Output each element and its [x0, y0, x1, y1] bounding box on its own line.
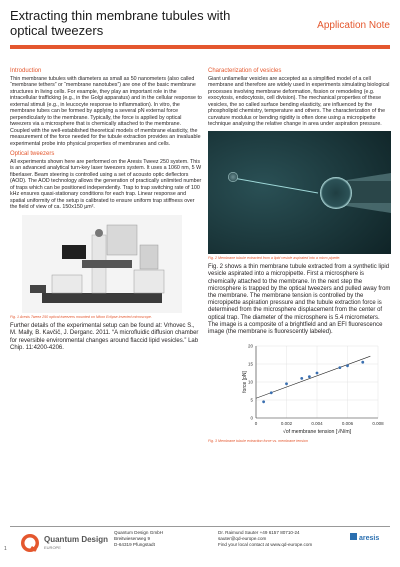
local-contact-label: Find your local contact at: [218, 542, 270, 547]
further-details-text: Further details of the experimental setup can be found at: Vrhovec S., M. Mally, B. Kavčič, J. Derganc. 2011. “A microfluidic diffusion chamber for reversible environmental changes around flaccid lipid vesicles.” Lab Chip. 11:4200-4206.: [10, 323, 199, 351]
data-point: [346, 365, 349, 368]
company-name: Quantum Design GmbH: [114, 530, 164, 535]
footer-rule: [10, 526, 390, 527]
x-tick-label: 0.008: [372, 421, 384, 427]
characterization-heading: Characterization of vesicles: [208, 68, 282, 74]
page-number: 1: [4, 546, 7, 552]
y-tick-label: 5: [250, 397, 253, 403]
data-point: [270, 392, 273, 395]
website-link[interactable]: www.qd-europe.com: [270, 542, 313, 547]
fit-line: [256, 356, 370, 398]
left-column: [10, 68, 202, 354]
quantum-design-logo: [20, 530, 109, 556]
logo-text: Quantum Design: [44, 535, 109, 544]
data-point: [300, 377, 303, 380]
fig2-description: Fig. 2 shows a thin membrane tubule extracted from a synthetic lipid vesicle aspirated into a micropipette. First a microsphere is chemically attached to the membrane. In the next step the microsphere is trapped by the optical tweezers and pulled away from the membrane. The membrane tension is controlled by the micropipette aspiration pressure and the tubule extraction force is determined from the microsphere displacement from the center of optical trap. The diameter of the microsphere is 5.4 micrometers. The image is a composite of a brightfield and an EFI fluorescence image (the membrane is fluorescently labeled).: [208, 264, 391, 335]
right-column: [208, 68, 391, 448]
vesicle-micrograph: [208, 131, 391, 254]
y-tick-label: 15: [247, 361, 253, 367]
data-point: [316, 372, 319, 375]
contact-name: Dr. Raimund Sauter: [218, 530, 259, 535]
page-title: Extracting thin membrane tubules with optical tweezers: [10, 8, 231, 38]
application-note-label: Application Note: [317, 20, 390, 31]
force-vs-tension-chart: [208, 340, 391, 437]
fig3-caption: Fig. 3 Membrane tubule extraction force vs. membrane tension: [208, 439, 308, 444]
y-tick-label: 20: [247, 343, 253, 349]
optical-text: All experiments shown here are performed on the Aresis Tweez 250 system. This is an advanced analytical turn-key laser tweezers system. It uses a 1060 nm, 5 W fiberlaser. Beam steering is controlled using a set of acousto optic deflectors (AOD). The AOD technology allows the generation of practically unlimited number of traps which can be positioned independently. Trap to trap switching rate of 100 kHz ensures quasi-stationary conditions for each trap. Linear response and spatial uniformity of the setup is calibrated to ensure uniform trap stiffness over the field of view of ca. 150x150 µm².: [10, 158, 202, 210]
x-axis-label: √of membrane tension [√N/m]: [282, 429, 352, 436]
characterization-text: Giant unilamellar vesicles are accepted as a simplified model of a cell membrane and therefore are widely used in experiments simulating biological processes involving membrane deformation, fission or remodeling (e.g. exocytosis, endocytosis, cell division). The mechanical properties of these vesicles, the so called surface bending elasticity, are influenced by the phospholipid chemistry, temperature and others. The characterization of the curvature modulus or bending rigidity is often done using a micropipette technique analysing the relative change in area under aspiration pressure.: [208, 75, 390, 127]
intro-text: Thin membrane tubules with diameters as small as 50 nanometers (also called “membrane tethers” or “membrane nanotubes”) are one of the basic membrane structures in living cells. For example, they play an important role in the intracellular trafficking (e.g., in the Golgi apparatus) and in the cellular response to external stimuli (e.g., in leucocyte response to inflammation). In vitro, the membrane tubes can be formed by applying a several pN external force perpendicularly to the membrane. Typically, the force is applied by optical tweezers via a microsphere that is chemically attached to the membrane. Coupled with the well-established theoretical models of membrane elasticity, the measurement of the force needed for the tubule extraction provides an invaluable experimental probe into physical properties of membranes and cells.: [10, 75, 202, 147]
x-tick-label: 0.004: [311, 421, 323, 427]
y-tick-label: 10: [247, 379, 253, 385]
header-rule: [10, 45, 390, 49]
intro-heading: Introduction: [10, 68, 42, 74]
data-point: [361, 361, 364, 364]
data-point: [285, 383, 288, 386]
optical-heading: Optical tweezers: [10, 151, 55, 157]
x-tick-label: 0.006: [341, 421, 354, 427]
y-tick-label: 0: [250, 415, 253, 421]
fig2-caption: Fig. 2 Membrane tubule extracted from a lipid vesicle aspirated into a micro pipette.: [208, 255, 341, 260]
y-axis-label: force [pN]: [242, 371, 248, 393]
microscope-image: [22, 215, 182, 313]
x-tick-label: 0: [254, 421, 258, 427]
contact-email[interactable]: sauter@qd-europe.com: [218, 536, 267, 541]
footer-address: [114, 530, 163, 548]
contact-phone: +49 6157 80710-24: [259, 530, 300, 535]
data-point: [262, 401, 265, 404]
data-point: [308, 375, 311, 378]
aresis-logo-text: aresis: [359, 535, 380, 542]
fig1-caption: Fig. 1 Aresis Tweez 250 optical tweezers mounted on Nikon Eclipse inverted microscope.: [10, 314, 152, 319]
data-point: [338, 366, 341, 369]
logo-subtext: EUROPE: [44, 545, 61, 550]
x-tick-label: 0.002: [280, 421, 293, 427]
footer-contact: [218, 530, 312, 548]
partner-logos: [350, 530, 392, 542]
street-address: Breitwiesenweg 9: [114, 536, 151, 541]
city-address: D-64319 Pfungstadt: [114, 542, 155, 547]
